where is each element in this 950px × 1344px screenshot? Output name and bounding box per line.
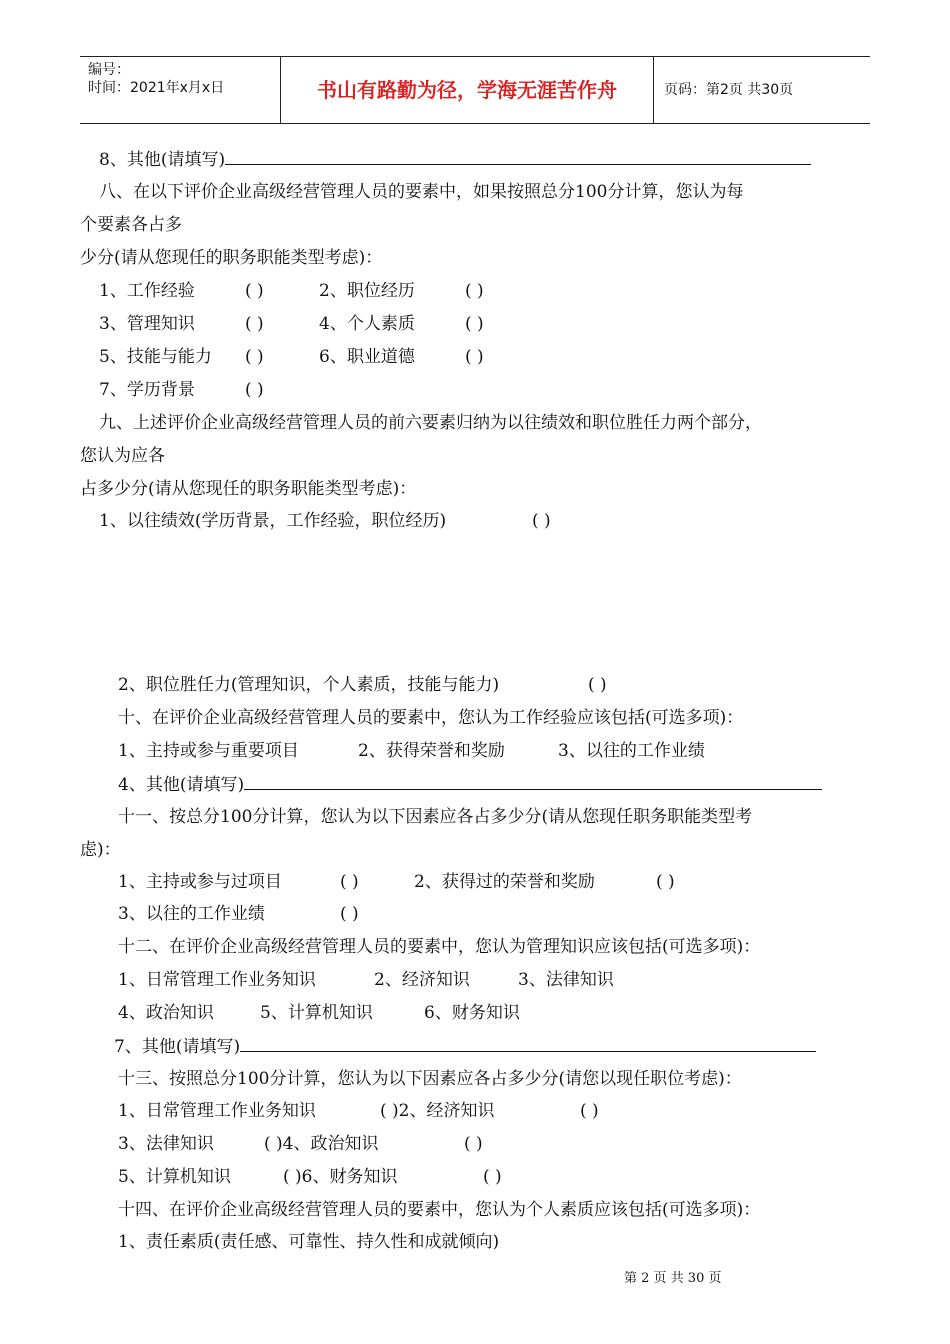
option-text[interactable]: 3、法律知识 xyxy=(518,970,614,990)
option-text[interactable]: 6、财务知识 xyxy=(424,1003,520,1023)
option-text: 3、法律知识 xyxy=(118,1134,214,1154)
question-heading: 十、在评价企业高级经营管理人员的要素中，您认为工作经验应该包括(可选多项)： xyxy=(118,708,744,728)
header-meta xyxy=(80,57,281,123)
option-text[interactable]: 1、主持或参与重要项目 xyxy=(118,741,299,761)
score-blank[interactable]: ( )4、政治知识 xyxy=(264,1134,379,1154)
option-text: 1、主持或参与过项目 xyxy=(118,872,282,892)
option-text: 2、获得过的荣誉和奖励 xyxy=(414,872,595,892)
option-text: 3、管理知识 xyxy=(99,314,195,334)
header-motto: 书山有路勤为径，学海无涯苦作舟 xyxy=(281,57,654,123)
question-heading: 十二、在评价企业高级经营管理人员的要素中，您认为管理知识应该包括(可选多项)： xyxy=(118,937,761,957)
question-heading-cont: 虑)： xyxy=(80,840,121,860)
score-blank[interactable]: ( ) xyxy=(465,314,484,334)
option-text: 1、日常管理工作业务知识 xyxy=(118,1101,316,1121)
question-heading-cont: 您认为应各 xyxy=(80,446,165,466)
question-heading: 九、上述评价企业高级经营管理人员的前六要素归纳为以往绩效和职位胜任力两个部分， xyxy=(99,413,762,433)
fill-in-blank[interactable] xyxy=(225,148,811,165)
option-text: 2、职位经历 xyxy=(319,281,415,301)
score-blank[interactable]: ( )6、财务知识 xyxy=(283,1167,398,1187)
option-text[interactable]: 2、获得荣誉和奖励 xyxy=(358,741,505,761)
option-text: 1、以往绩效(学历背景，工作经验，职位经历) xyxy=(99,511,447,531)
document-number-label: 编号： xyxy=(88,62,130,78)
score-blank[interactable]: ( ) xyxy=(483,1167,502,1187)
score-blank[interactable]: ( ) xyxy=(465,347,484,367)
score-blank[interactable]: ( ) xyxy=(532,511,551,531)
option-text: 6、职业道德 xyxy=(319,347,415,367)
score-blank[interactable]: ( ) xyxy=(580,1101,599,1121)
score-blank[interactable]: ( ) xyxy=(245,281,264,301)
question-instruction: 占多少分(请从您现任的职务职能类型考虑)： xyxy=(80,479,417,499)
score-blank[interactable]: ( ) xyxy=(340,904,359,924)
option-text[interactable]: 4、政治知识 xyxy=(118,1003,214,1023)
question-heading-cont: 个要素各占多 xyxy=(80,215,182,235)
score-blank[interactable]: ( ) xyxy=(245,314,264,334)
option-text: 1、工作经验 xyxy=(99,281,195,301)
fill-in-blank[interactable] xyxy=(240,1035,816,1052)
question-heading: 十一、按总分100分计算，您认为以下因素应各占多少分(请从您现任职务职能类型考 xyxy=(118,807,753,827)
option-text: 4、个人素质 xyxy=(319,314,415,334)
document-time-label: 时间：2021年x月x日 xyxy=(88,80,225,96)
score-blank[interactable]: ( ) xyxy=(464,1134,483,1154)
score-blank[interactable]: ( ) xyxy=(245,347,264,367)
score-blank[interactable]: ( ) xyxy=(588,675,607,695)
option-text: 3、以往的工作业绩 xyxy=(118,904,265,924)
question-line xyxy=(99,148,811,171)
option-text: 2、职位胜任力(管理知识，个人素质，技能与能力) xyxy=(118,675,500,695)
option-text: 8、其他(请填写) xyxy=(99,150,226,170)
option-text: 7、学历背景 xyxy=(99,380,195,400)
score-blank[interactable]: ( ) xyxy=(465,281,484,301)
option-text: 7、其他(请填写) xyxy=(114,1037,241,1057)
option-text[interactable]: 1、责任素质(责任感、可靠性、持久性和成就倾向) xyxy=(118,1232,500,1252)
question-heading: 十三、按照总分100分计算，您认为以下因素应各占多少分(请您以现任职位考虑)： xyxy=(118,1069,742,1089)
option-text[interactable]: 3、以往的工作业绩 xyxy=(558,741,705,761)
option-text[interactable]: 1、日常管理工作业务知识 xyxy=(118,970,316,990)
option-text: 4、其他(请填写) xyxy=(118,775,245,795)
option-text[interactable]: 2、经济知识 xyxy=(374,970,470,990)
question-heading: 八、在以下评价企业高级经营管理人员的要素中，如果按照总分100分计算，您认为每 xyxy=(99,182,744,202)
page-footer: 第 2 页 共 30 页 xyxy=(624,1271,722,1286)
option-text: 5、计算机知识 xyxy=(118,1167,231,1187)
question-instruction: 少分(请从您现任的职务职能类型考虑)： xyxy=(80,248,383,268)
page-header xyxy=(80,56,870,124)
header-page-info: 页码：第2页 共30页 xyxy=(664,82,794,98)
question-line xyxy=(114,1035,816,1058)
option-text[interactable]: 5、计算机知识 xyxy=(260,1003,373,1023)
score-blank[interactable]: ( )2、经济知识 xyxy=(380,1101,495,1121)
option-text: 5、技能与能力 xyxy=(99,347,212,367)
fill-in-blank[interactable] xyxy=(244,773,822,790)
score-blank[interactable]: ( ) xyxy=(340,872,359,892)
question-line xyxy=(118,773,822,796)
question-heading: 十四、在评价企业高级经营管理人员的要素中，您认为个人素质应该包括(可选多项)： xyxy=(118,1200,761,1220)
score-blank[interactable]: ( ) xyxy=(656,872,675,892)
score-blank[interactable]: ( ) xyxy=(245,380,264,400)
